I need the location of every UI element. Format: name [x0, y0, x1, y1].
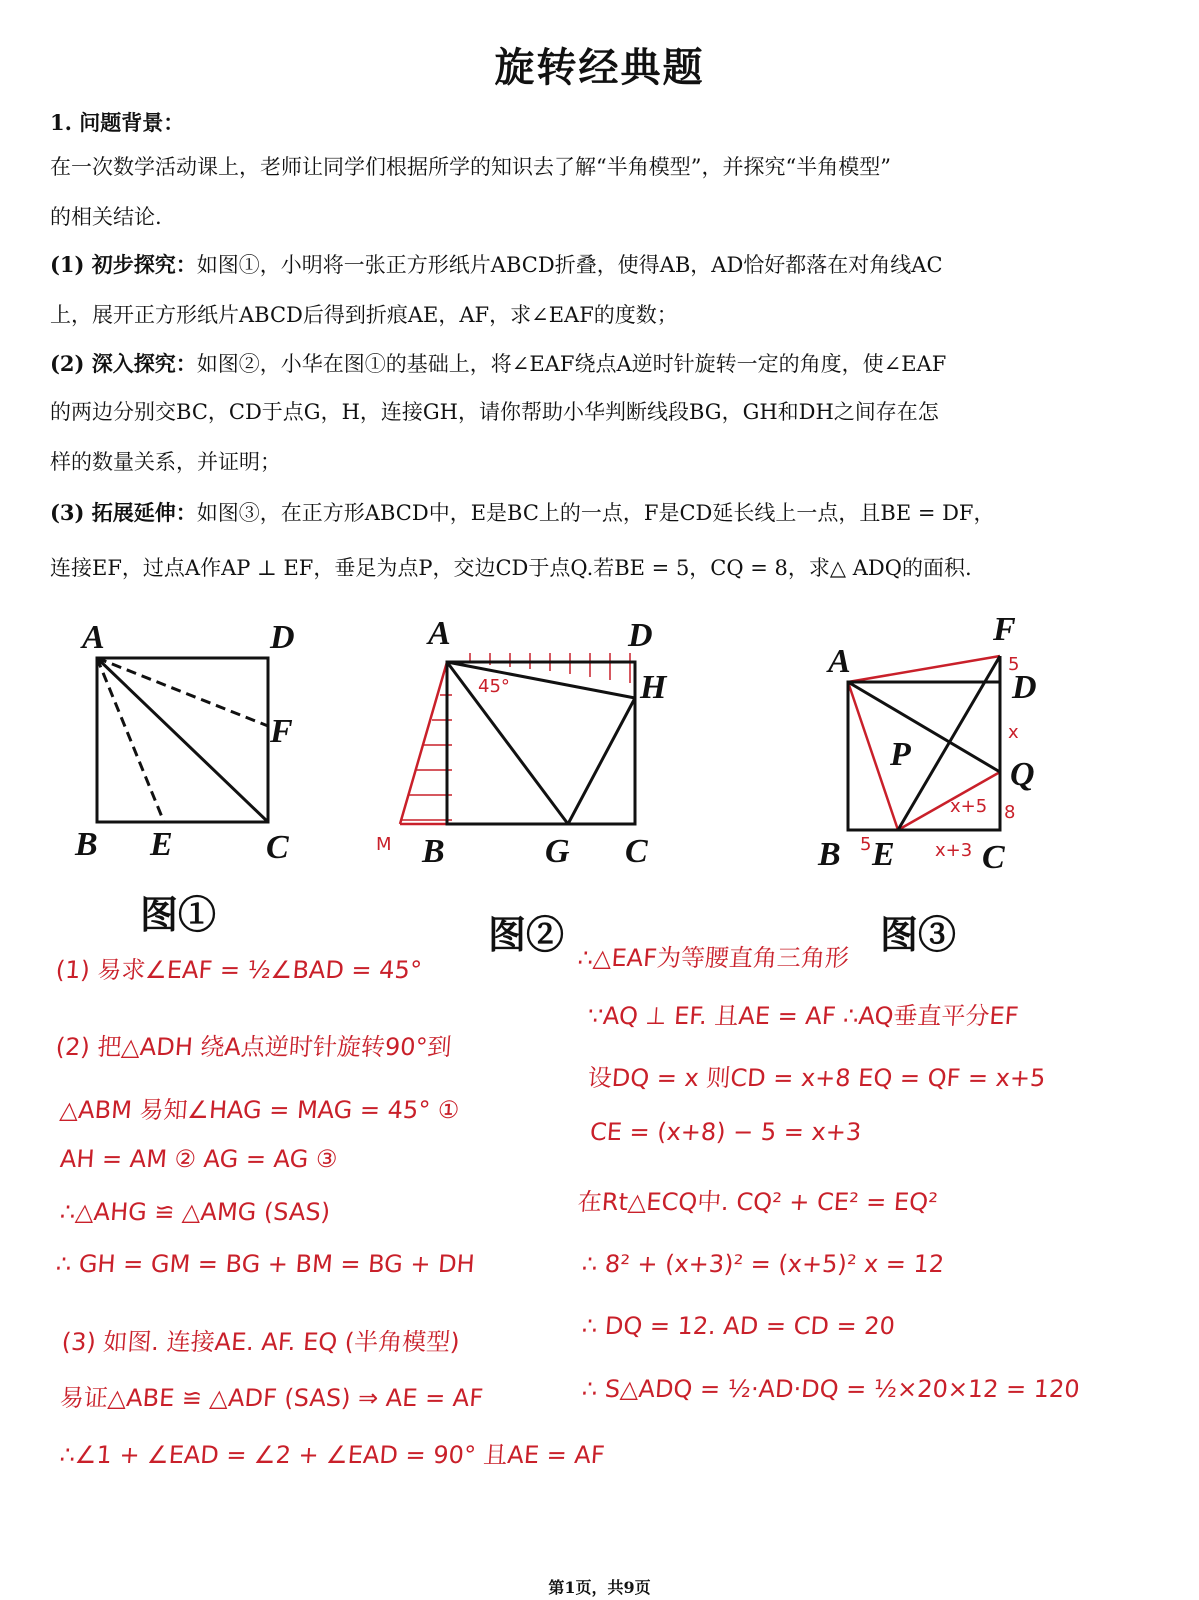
figure-1: [97, 658, 268, 822]
fig2-label-G: G: [545, 833, 570, 870]
fig3-label-C: C: [982, 839, 1005, 876]
solution-line: ∴ DQ = 12. AD = CD = 20: [581, 1312, 896, 1340]
fig2-label-A: A: [428, 615, 451, 652]
figure-2: [400, 653, 635, 824]
fig1-label-F: F: [270, 713, 293, 750]
solution-line: (1) 易求∠EAF = ½∠BAD = 45°: [54, 956, 423, 984]
part2-line: 样的数量关系，并证明；: [50, 450, 281, 474]
solution-line: ∴△EAF为等腰直角三角形: [576, 944, 850, 972]
solution-line: ∵AQ ⊥ EF. 且AE = AF ∴AQ垂直平分EF: [586, 1002, 1020, 1030]
fig1-label-C: C: [266, 829, 289, 866]
fig2-label-M: M: [376, 834, 392, 855]
figure-3-caption: 图③: [880, 912, 957, 957]
fig3-annot-ec: x+3: [935, 840, 973, 861]
solution-line: 在Rt△ECQ中. CQ² + CE² = EQ²: [576, 1188, 939, 1216]
figures-svg: [0, 600, 1199, 900]
part3-text: 如图③，在正方形ABCD中，E是BC上的一点，F是CD延长线上一点，且BE = DF，: [196, 501, 995, 525]
part2-line: 的两边分别交BC，CD于点G，H，连接GH，请你帮助小华判断线段BG，GH和DH之间存在怎: [50, 400, 939, 424]
fig2-label-C: C: [625, 833, 648, 870]
intro-line: 的相关结论.: [50, 205, 162, 229]
fig3-label-F: F: [993, 611, 1016, 648]
fig3-label-E: E: [872, 836, 895, 873]
part3-label: (3) 拓展延伸：: [50, 500, 197, 525]
fig1-label-B: B: [75, 826, 98, 863]
fig1-label-E: E: [150, 826, 173, 863]
fig1-label-A: A: [82, 619, 105, 656]
part3-line: [50, 502, 995, 524]
fig3-annot-be: 5: [860, 834, 872, 855]
part2-line: [50, 353, 946, 375]
part2-text: 如图②，小华在图①的基础上，将∠EAF绕点A逆时针旋转一定的角度，使∠EAF: [196, 352, 947, 376]
page-footer: 第1页，共9页: [548, 1578, 651, 1597]
fig2-label-D: D: [628, 617, 653, 654]
part1-line: 上，展开正方形纸片ABCD后得到折痕AE，AF，求∠EAF的度数；: [50, 303, 678, 327]
fig2-angle-label: 45°: [478, 676, 510, 697]
fig2-label-B: B: [422, 833, 445, 870]
fig3-annot-dq: x: [1008, 722, 1019, 743]
fig3-label-P: P: [890, 736, 911, 773]
page-title: 旋转经典题: [494, 44, 705, 91]
part3-line: 连接EF，过点A作AP ⊥ EF，垂足为点P，交边CD于点Q.若BE = 5，CQ = 8，求△ ADQ的面积.: [50, 556, 972, 580]
part1-label: (1) 初步探究：: [50, 252, 197, 277]
part2-label: (2) 深入探究：: [50, 351, 197, 376]
solution-line: ∴∠1 + ∠EAD = ∠2 + ∠EAD = 90° 且AE = AF: [58, 1441, 606, 1469]
fig3-label-Q: Q: [1010, 756, 1035, 793]
solution-line: △ABM 易知∠HAG = MAG = 45° ①: [58, 1096, 461, 1124]
solution-line: ∴ S△ADQ = ½·AD·DQ = ½×20×12 = 120: [581, 1375, 1081, 1403]
intro-line: 在一次数学活动课上，老师让同学们根据所学的知识去了解“半角模型”，并探究“半角模型”: [50, 155, 891, 179]
solution-line: AH = AM ② AG = AG ③: [59, 1145, 339, 1173]
solution-line: CE = (x+8) − 5 = x+3: [589, 1118, 863, 1146]
figure-2-caption: 图②: [488, 912, 565, 957]
solution-line: 易证△ABE ≌ △ADF (SAS) ⇒ AE = AF: [58, 1384, 485, 1412]
solution-line: (2) 把△ADH 绕A点逆时针旋转90°到: [54, 1033, 453, 1061]
fig3-annot-eq: x+5: [950, 796, 988, 817]
fig1-label-D: D: [270, 619, 295, 656]
solution-line: ∴ GH = GM = BG + BM = BG + DH: [55, 1250, 476, 1278]
fig3-annot-cq: 8: [1004, 802, 1016, 823]
fig3-label-B: B: [818, 836, 841, 873]
part1-text: 如图①，小明将一张正方形纸片ABCD折叠，使得AB，AD恰好都落在对角线AC: [196, 253, 943, 277]
fig3-label-D: D: [1012, 669, 1037, 706]
solution-line: (3) 如图. 连接AE. AF. EQ (半角模型): [60, 1328, 461, 1356]
solution-line: ∴ 8² + (x+3)² = (x+5)² x = 12: [581, 1250, 946, 1278]
solution-line: ∴△AHG ≌ △AMG (SAS): [59, 1198, 332, 1226]
part1-line: [50, 254, 943, 276]
fig2-label-H: H: [640, 669, 667, 706]
problem-number: 1. 问题背景：: [50, 110, 185, 135]
solution-line: 设DQ = x 则CD = x+8 EQ = QF = x+5: [586, 1064, 1047, 1092]
figure-1-caption: 图①: [140, 892, 217, 937]
fig3-label-A: A: [828, 643, 851, 680]
fig3-annot-df: 5: [1008, 654, 1020, 675]
